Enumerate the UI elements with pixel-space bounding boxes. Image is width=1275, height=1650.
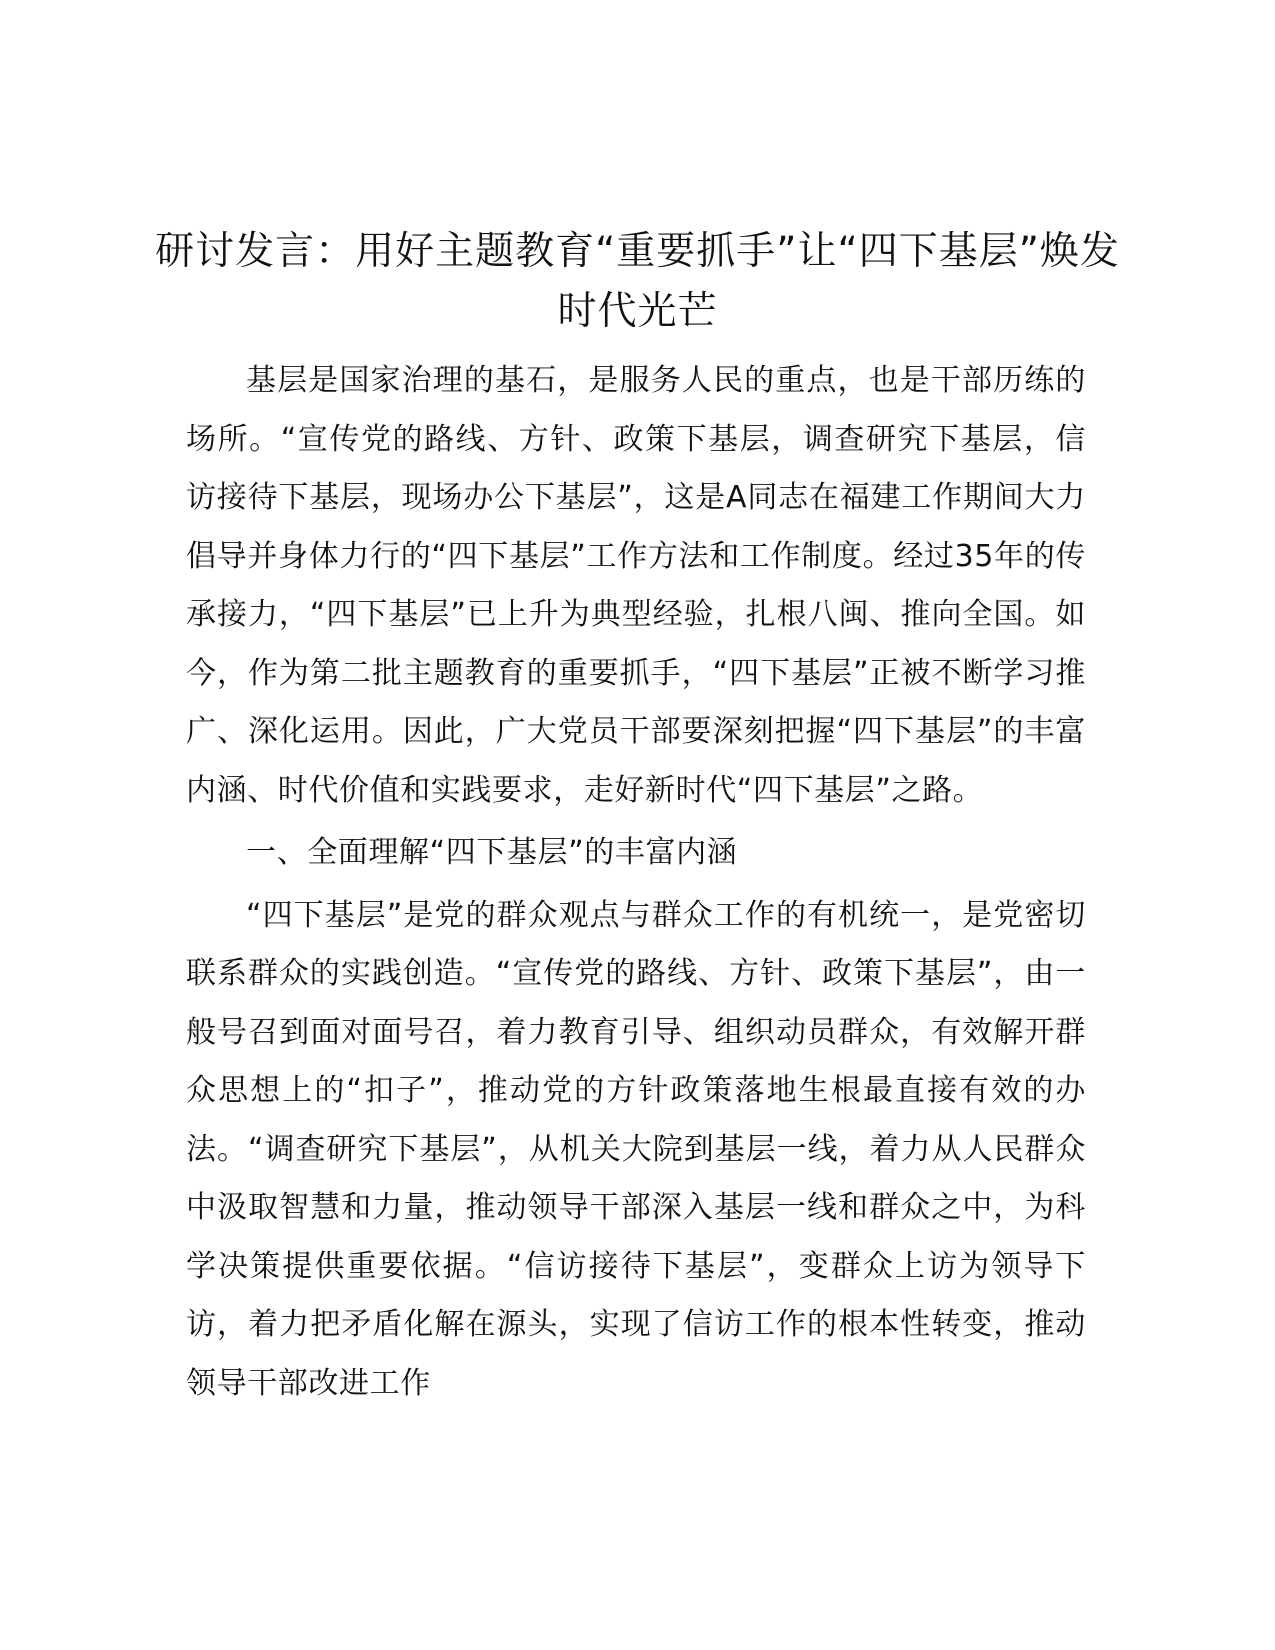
section-heading: 一、全面理解“四下基层”的丰富内涵 [246,835,738,870]
body-paragraph: “四下基层”是党的群众观点与群众工作的有机统一，是党密切联系群众的实践创造。“宣传党的路线、方针、政策下基层”，由一般号召到面对面号召，着力教育引导、组织动员群众，有效解开群众思想上的“扣子”，推动党的方针政策落地生根最直接有效的办法。“调查研究下基层”，从机关大院到基层一线，着力从人民群众中汲取智慧和力量，推动领导干部深入基层一线和群众之中，为科学决策提供重要依据。“信访接待下基层”，变群众上访为领导下访，着力把矛盾化解在源头，实现了信访工作的根本性转变，推动领导干部改进工作 [186,897,1086,1401]
document-body [186,352,1086,1413]
intro-paragraph: 基层是国家治理的基石，是服务人民的重点，也是干部历练的场所。“宣传党的路线、方针、政策下基层，调查研究下基层，信访接待下基层，现场办公下基层”，这是A同志在福建工作期间大力倡导并身体力行的“四下基层”工作方法和工作制度。经过35年的传承接力，“四下基层”已上升为典型经验，扎根八闽、推向全国。如今，作为第二批主题教育的重要抓手，“四下基层”正被不断学习推广、深化运用。因此，广大党员干部要深刻把握“四下基层”的丰富内涵、时代价值和实践要求，走好新时代“四下基层”之路。 [186,363,1086,808]
document-title: 研讨发言：用好主题教育“重要抓手”让“四下基层”焕发时代光芒 [155,229,1120,334]
